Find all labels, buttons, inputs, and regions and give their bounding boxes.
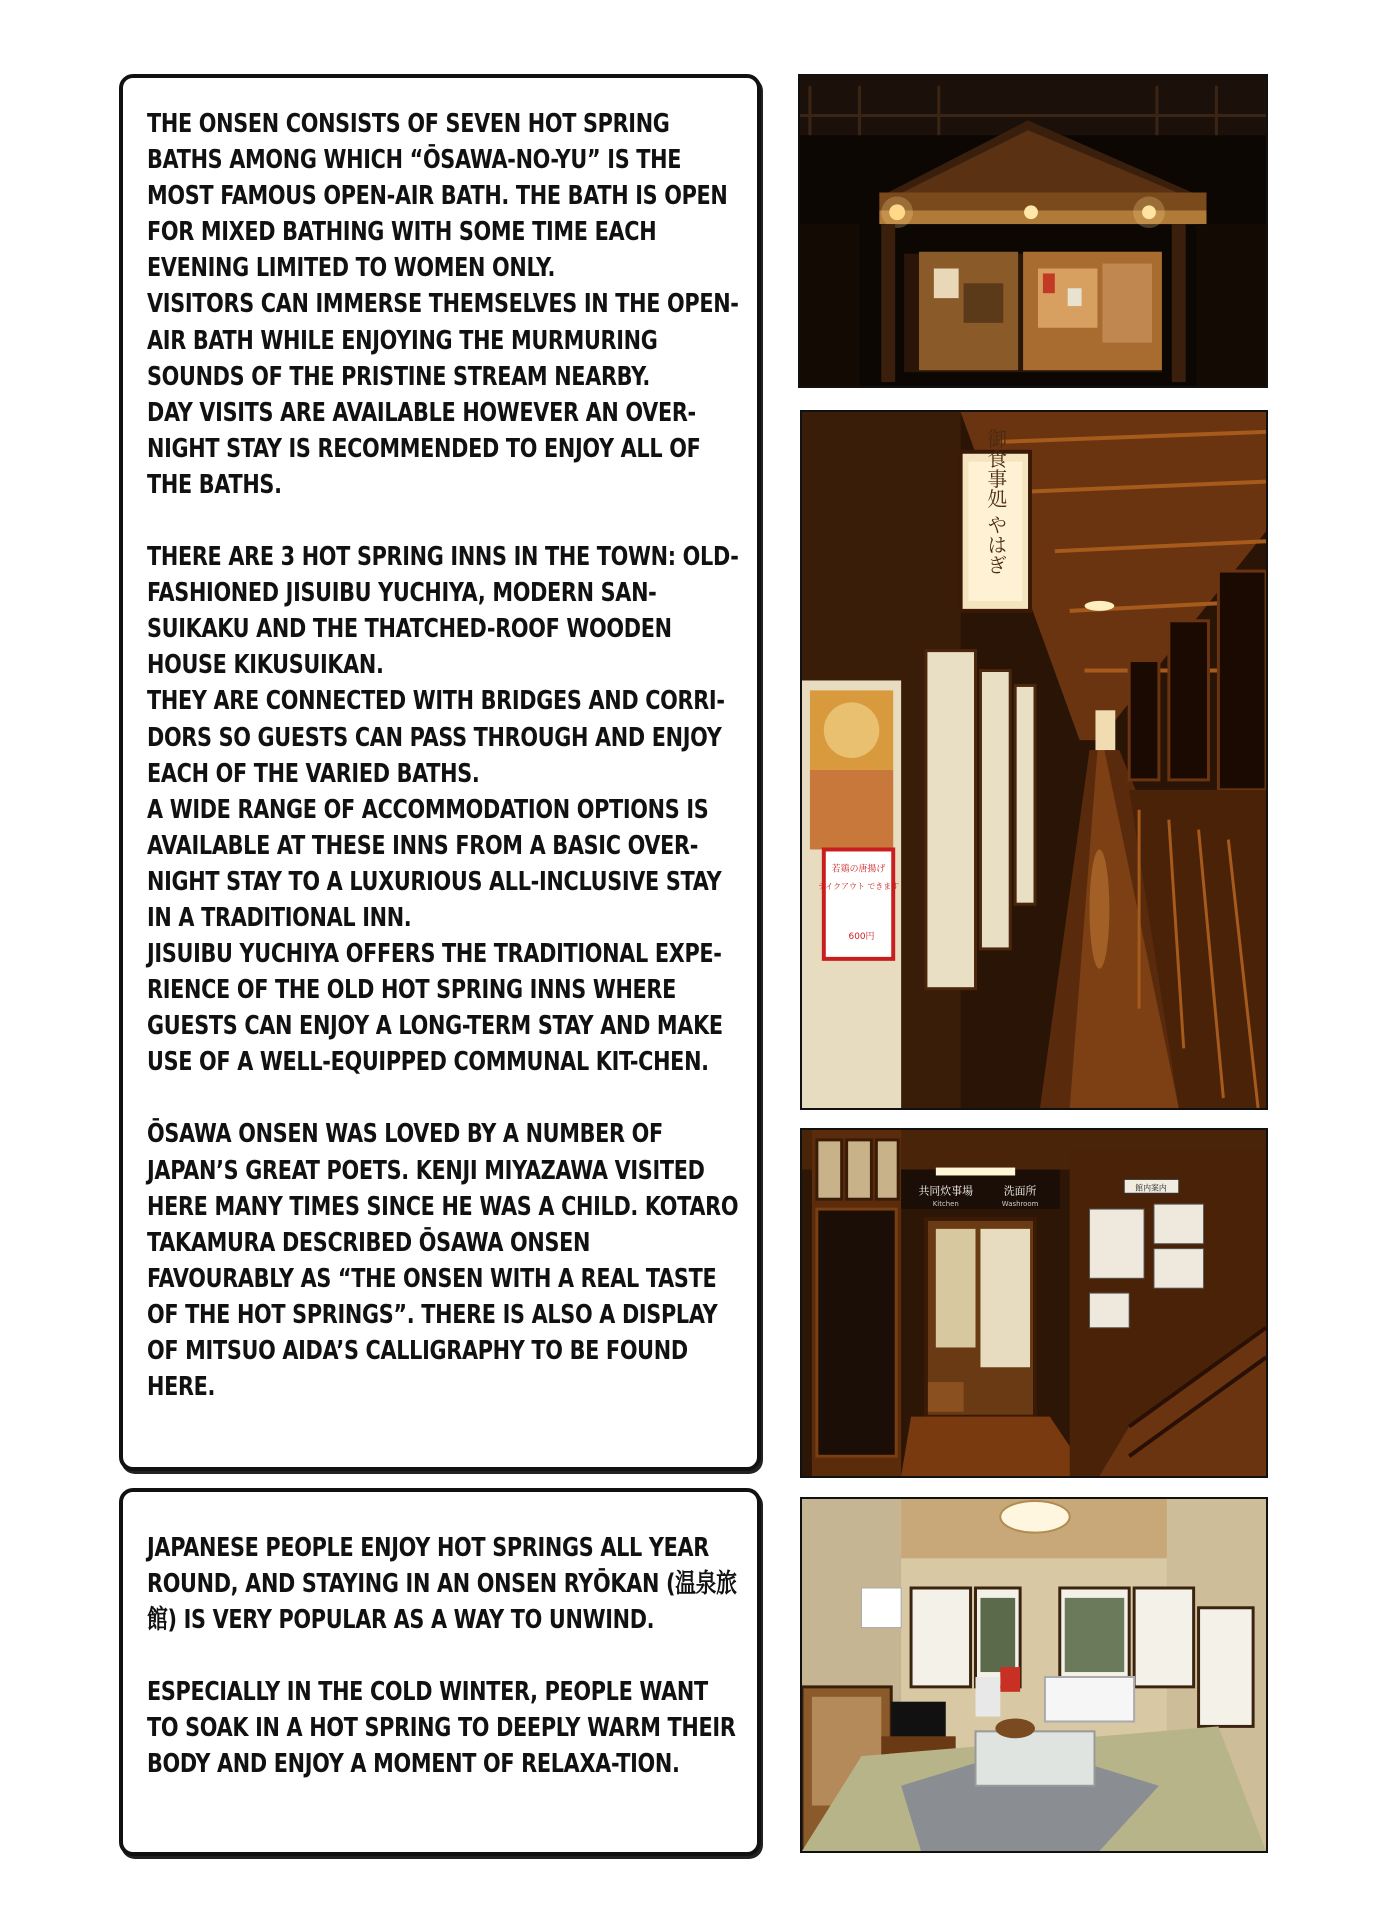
kitchen-sign-en: Kitchen <box>932 1200 959 1209</box>
paragraph: A WIDE RANGE OF ACCOMMODATION OPTIONS IS AVAILABLE AT THESE INNS FROM A BASIC OVER-NIGHT STAY TO A LUXURIOUS ALL-INCLUSIVE STAY IN A TRADITIONAL INN. <box>147 794 722 933</box>
kitchen-illustration <box>802 1130 1266 1476</box>
paragraph: ESPECIALLY IN THE COLD WINTER, PEOPLE WANT TO SOAK IN A HOT SPRING TO DEEPLY WARM THEIR BODY AND ENJOY A MOMENT OF RELAXA-TION. <box>147 1677 736 1780</box>
corridor-illustration <box>802 412 1266 1108</box>
paragraph: JAPANESE PEOPLE ENJOY HOT SPRINGS ALL YEAR ROUND, AND STAYING IN AN ONSEN RYŌKAN (温泉旅館) IS VERY POPULAR AS A WAY TO UNWIND. <box>147 1533 737 1636</box>
inn-entrance-illustration <box>800 76 1266 386</box>
panel-top-text <box>147 106 743 1405</box>
photo-tatami-room <box>800 1497 1268 1853</box>
text-panel-top <box>119 74 761 1471</box>
paragraph-gap <box>147 503 743 539</box>
tatami-room-illustration <box>802 1499 1266 1851</box>
photo-inn-entrance-night <box>798 74 1268 388</box>
paragraph: VISITORS CAN IMMERSE THEMSELVES IN THE OPEN-AIR BATH WHILE ENJOYING THE MURMURING SOUNDS OF THE PRISTINE STREAM NEARBY. <box>147 289 739 392</box>
poster-title: 若鶏の唐揚げ <box>831 864 886 875</box>
panel-bottom-text <box>147 1530 743 1783</box>
paragraph: JISUIBU YUCHIYA OFFERS THE TRADITIONAL EXPE-RIENCE OF THE OLD HOT SPRING INNS WHERE GUESTS CAN ENJOY A LONG-TERM STAY AND MAKE USE OF A WELL-EQUIPPED COMMUNAL KIT-CHEN. <box>147 939 723 1078</box>
paragraph: THE ONSEN CONSISTS OF SEVEN HOT SPRING BATHS AMONG WHICH “ŌSAWA-NO-YU” IS THE MOST FAMOUS OPEN-AIR BATH. THE BATH IS OPEN FOR MIXED BATHING WITH SOME TIME EACH EVENING LIMITED TO WOMEN ONLY. <box>147 109 728 284</box>
paragraph-gap <box>147 1080 743 1116</box>
photo-kitchen-washroom <box>800 1128 1268 1478</box>
paragraph: DAY VISITS ARE AVAILABLE HOWEVER AN OVER-NIGHT STAY IS RECOMMENDED TO ENJOY ALL OF THE BATHS. <box>147 397 701 500</box>
kitchen-sign: 共同炊事場 <box>918 1184 973 1198</box>
notice-sign: 館内案内 <box>1135 1183 1167 1193</box>
paragraph: THERE ARE 3 HOT SPRING INNS IN THE TOWN: OLD-FASHIONED JISUIBU YUCHIYA, MODERN SAN-SUIKAKU AND THE THATCHED-ROOF WOODEN HOUSE KIKUSUIKAN. <box>147 542 739 681</box>
text-panel-bottom <box>119 1488 761 1856</box>
paragraph-gap <box>147 1638 743 1674</box>
photo-wooden-corridor <box>800 410 1268 1110</box>
lantern-sign: 御食事処 やはぎ <box>983 428 1007 575</box>
washroom-sign-en: Washroom <box>1001 1200 1039 1209</box>
paragraph: THEY ARE CONNECTED WITH BRIDGES AND CORRI-DORS SO GUESTS CAN PASS THROUGH AND ENJOY EACH OF THE VARIED BATHS. <box>147 686 725 789</box>
paragraph: ŌSAWA ONSEN WAS LOVED BY A NUMBER OF JAPAN’S GREAT POETS. KENJI MIYAZAWA VISITED HERE MANY TIMES SINCE HE WAS A CHILD. KOTARO TAKAMURA DESCRIBED ŌSAWA ONSEN FAVOURABLY AS “THE ONSEN WITH A REAL TASTE OF THE HOT SPRINGS”. THERE IS ALSO A DISPLAY OF MITSUO AIDA’S CALLIGRAPHY TO BE FOUND HERE. <box>147 1119 739 1403</box>
washroom-sign: 洗面所 <box>1003 1184 1037 1198</box>
poster-takeout: テイクアウト できます <box>817 882 900 892</box>
poster-price: 600円 <box>848 931 875 942</box>
